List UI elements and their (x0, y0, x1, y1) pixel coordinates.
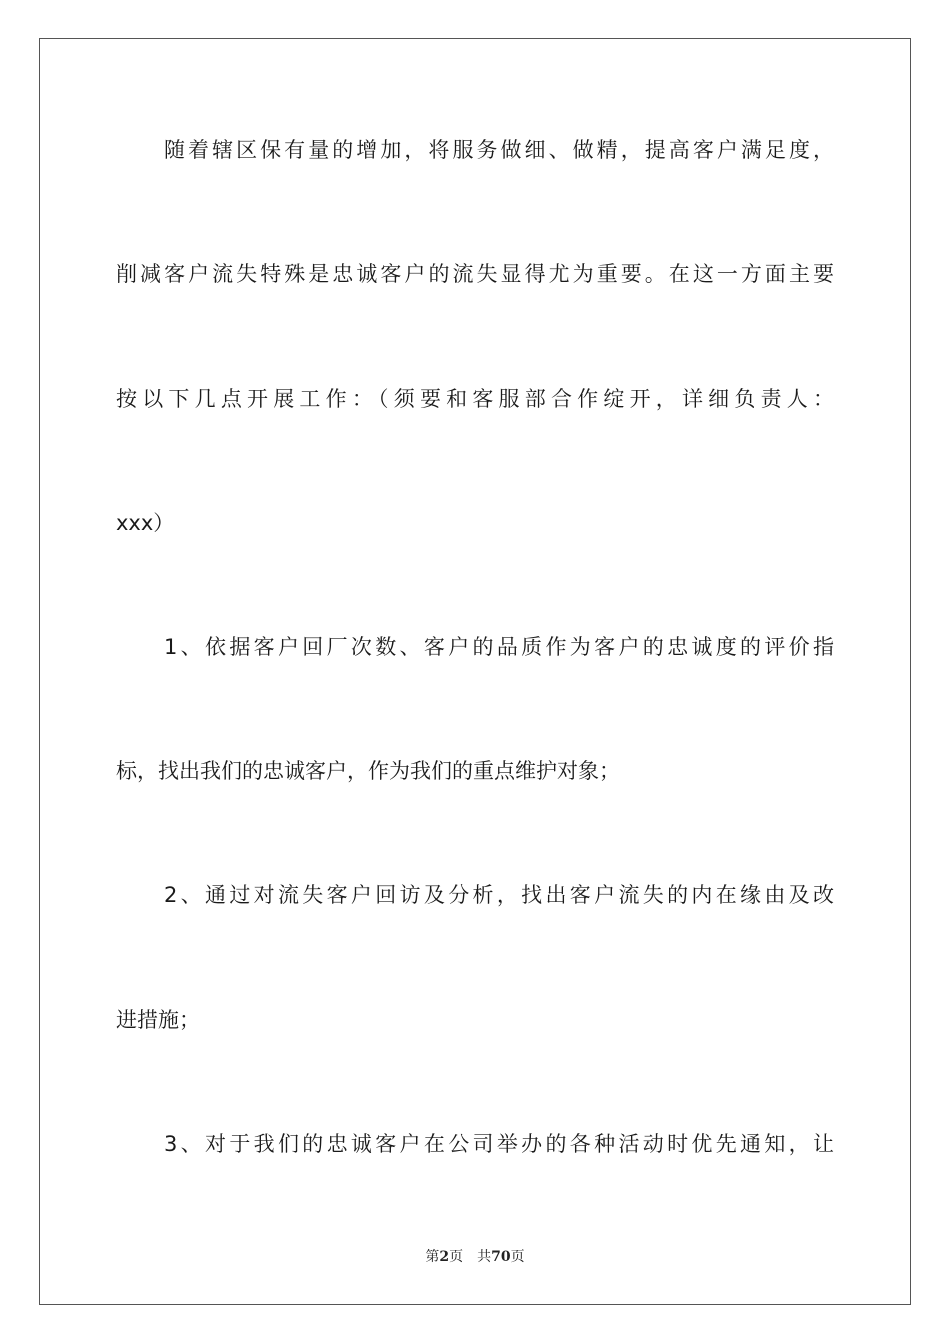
paragraph-line-4: xxx） (116, 511, 175, 535)
list-item-1-line-1: 1、依据客户回厂次数、客户的品质作为客户的忠诚度的评价指 (164, 635, 834, 659)
page-border (39, 38, 911, 1305)
paragraph-line-2: 削减客户流失特殊是忠诚客户的流失显得尤为重要。在这一方面主要 (116, 262, 834, 286)
total-pages: 70 (491, 1249, 511, 1265)
page-suffix: 页 (449, 1249, 464, 1265)
paragraph-line-3: 按以下几点开展工作：（须要和客服部合作绽开，详细负责人： (116, 387, 834, 411)
list-item-3-line-1: 3、对于我们的忠诚客户在公司举办的各种活动时优先通知，让 (164, 1132, 834, 1156)
paragraph-line-1: 随着辖区保有量的增加，将服务做细、做精，提高客户满足度， (164, 138, 834, 162)
list-item-2-line-2: 进措施； (116, 1008, 200, 1032)
total-suffix: 页 (510, 1249, 525, 1265)
list-item-1-line-2: 标，找出我们的忠诚客户，作为我们的重点维护对象； (116, 759, 620, 783)
page-prefix: 第 (425, 1249, 440, 1265)
page-footer (0, 1246, 950, 1268)
total-prefix: 共 (477, 1249, 492, 1265)
list-item-2-line-1: 2、通过对流失客户回访及分析，找出客户流失的内在缘由及改 (164, 883, 834, 907)
page-number: 2 (439, 1249, 450, 1265)
